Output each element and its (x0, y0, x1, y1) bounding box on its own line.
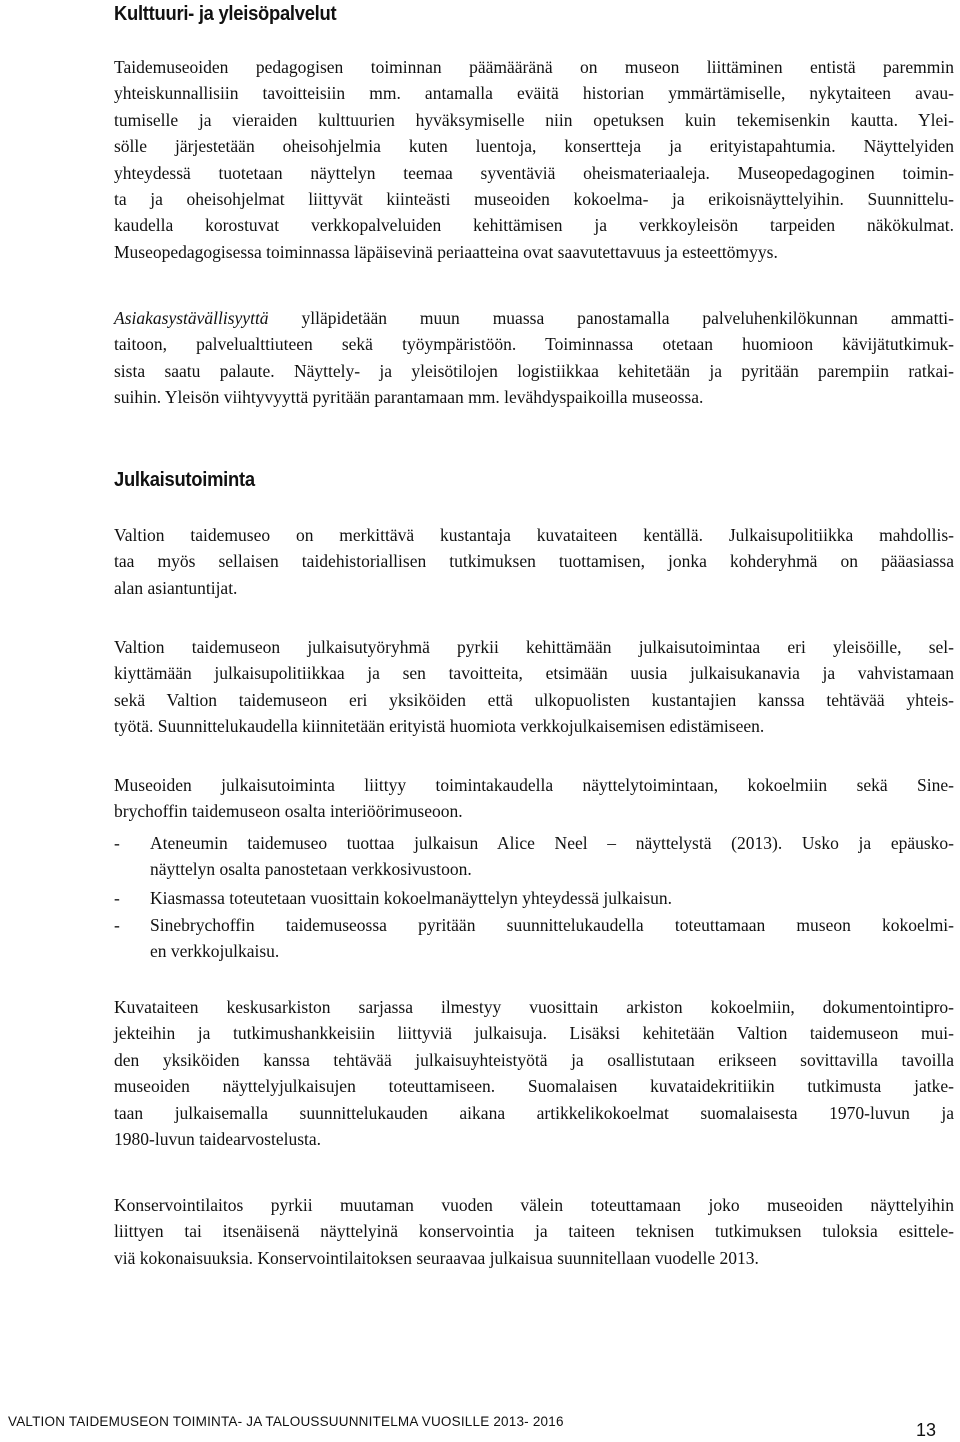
text-line: taa myös sellaisen taidehistoriallisen tutkimuksen tuottamisen, jonka kohderyhmä on pääasiassa (114, 551, 954, 572)
text-line: yhteydessä tuotetaan näyttelyn teemaa syventäviä oheismateriaaleja. Museopedagoginen toimin- (114, 162, 954, 183)
text-line: sölle järjestetään oheisohjelmia kuten luentoja, konsertteja ja erityistapahtumia. Näyttelyiden (114, 136, 954, 157)
footer-title: VALTION TAIDEMUSEON TOIMINTA- JA TALOUSSUUNNITELMA VUOSILLE 2013- 2016 (8, 1414, 564, 1429)
text-line: Valtion taidemuseon julkaisutyöryhmä pyrkii kehittämään julkaisutoimintaa eri yleisöille, sel- (114, 637, 954, 657)
paragraph-museums (114, 772, 954, 825)
paragraph-workgroup (114, 634, 954, 740)
list-dash: - (114, 915, 120, 935)
text-line: liittyen tai itsenäisenä näyttelyinä konservointia ja taiteen teknisen tutkimuksen tuloksia esittele- (114, 1221, 954, 1242)
text-line: viä kokonaisuuksia. Konservointilaitoksen seuraavaa julkaisua suunnitellaan vuodelle 2013. (114, 1247, 759, 1268)
text-line: den yksiköiden kanssa tehtävää julkaisuyhteistyötä ja osallistutaan erikseen sovittavilla tavoilla (114, 1049, 954, 1070)
text-line: Kuvataiteen keskusarkiston sarjassa ilmestyy vuosittain arkiston kokoelmiin, dokumentointipro- (114, 997, 954, 1017)
text-line: Kiasmassa toteutetaan vuosittain kokoelmanäyttelyn yhteydessä julkaisun. (150, 888, 672, 908)
text-line: Museoiden julkaisutoiminta liittyy toimintakaudella näyttelytoimintaan, kokoelmiin sekä Sine- (114, 775, 954, 795)
text-line: tumiselle ja vieraiden kulttuurien hyväksymiselle niin opetuksen kuin tekemisenkin kautta. Ylei- (114, 109, 954, 130)
text-line: museoiden näyttelyjulkaisujen toteuttamiseen. Suomalaisen kuvataidekritiikin tutkimusta jatke- (114, 1076, 954, 1097)
text-line: kiyttämään julkaisupolitiikkaa ja sen tavoitteita, etsimään uusia julkaisukanavia ja vahvistamaan (114, 663, 954, 684)
text-line: Ateneumin taidemuseo tuottaa julkaisun Alice Neel – näyttelystä (2013). Usko ja epäusko- (150, 833, 954, 853)
text-line: Sinebrychoffin taidemuseossa pyritään suunnittelukaudella toteuttamaan museon kokoelmi- (150, 915, 954, 935)
text-line: 1980-luvun taidearvostelusta. (114, 1129, 322, 1150)
italic-term: Asiakasystävällisyyttä (114, 308, 269, 328)
list-item (114, 830, 954, 883)
page-number: 13 (915, 1420, 936, 1440)
text-line: yhteiskunnallisiin tavoitteisiin mm. antamalla eväitä historian ymmärtämiselle, nykytaiteen avau- (114, 83, 954, 104)
list-item-text (150, 885, 954, 911)
text-line: en verkkojulkaisu. (150, 941, 280, 962)
text-line: Museopedagogisessa toiminnassa läpäisevinä periaatteina ovat saavutettavuus ja esteettömyys. (114, 241, 778, 262)
text-line: Konservointilaitos pyrkii muutaman vuoden välein toteuttamaan joko museoiden näyttelyihin (114, 1195, 954, 1215)
text-line (114, 305, 954, 331)
text-line: työtä. Suunnittelukaudella kiinnitetään erityistä huomiota verkkojulkaisemisen edistämiseen. (114, 716, 765, 737)
text-fragment: ylläpidetään muun muassa panostamalla palveluhenkilökunnan ammatti- (268, 308, 954, 328)
text-line: ta ja oheisohjelmat liittyvät kiinteästi museoiden kokoelma- ja erikoisnäyttelyihin. Suunnittelu- (114, 189, 954, 210)
text-line: taitoon, palvelualttiuteen sekä työympäristöön. Toiminnassa otetaan huomioon kävijätutkimuk- (114, 334, 954, 355)
paragraph-publisher (114, 522, 954, 601)
text-line: suihin. Yleisön viihtyvyyttä pyritään parantamaan mm. levähdyspaikoilla museossa. (114, 387, 704, 408)
text-line: kaudella korostuvat verkkopalveluiden kehittämisen ja verkkoyleisön tarpeiden näkökulmat. (114, 215, 954, 236)
text-line: brychoffin taidemuseon osalta interiöörimuseoon. (114, 801, 463, 822)
list-item (114, 885, 954, 911)
paragraph-pedagogy (114, 54, 954, 265)
section-heading-culture: Kulttuuri- ja yleisöpalvelut (114, 3, 337, 25)
list-dash: - (114, 888, 120, 908)
paragraph-conservation (114, 1192, 954, 1271)
text-line: sista saatu palaute. Näyttely- ja yleisötilojen logistiikkaa kehitetään ja pyritään parempiin ratkai- (114, 360, 954, 381)
list-item-text (150, 912, 954, 965)
text-line: taan julkaisemalla suunnittelukauden aikana artikkelikokoelmat suomalaisesta 1970-luvun ja (114, 1102, 954, 1123)
text-line: Taidemuseoiden pedagogisen toiminnan päämääränä on museon liittäminen entistä paremmin (114, 57, 954, 77)
list-item-text (150, 830, 954, 883)
text-line: näyttelyn osalta panostetaan verkkosivustoon. (150, 859, 472, 880)
text-line: sekä Valtion taidemuseon eri yksiköiden että ulkopuolisten kustantajien kanssa tehtävää yhteis- (114, 689, 954, 710)
text-line: Valtion taidemuseo on merkittävä kustantaja kuvataiteen kentällä. Julkaisupolitiikka mahdollis- (114, 525, 954, 545)
list-item (114, 912, 954, 965)
section-heading-publishing: Julkaisutoiminta (114, 469, 255, 491)
paragraph-customer-service (114, 305, 954, 411)
text-line: jekteihin ja tutkimushankkeisiin liittyviä julkaisuja. Lisäksi kehitetään Valtion taidemuseon mui- (114, 1023, 954, 1044)
text-line: alan asiantuntijat. (114, 577, 238, 598)
paragraph-archive (114, 994, 954, 1152)
list-dash: - (114, 833, 120, 853)
